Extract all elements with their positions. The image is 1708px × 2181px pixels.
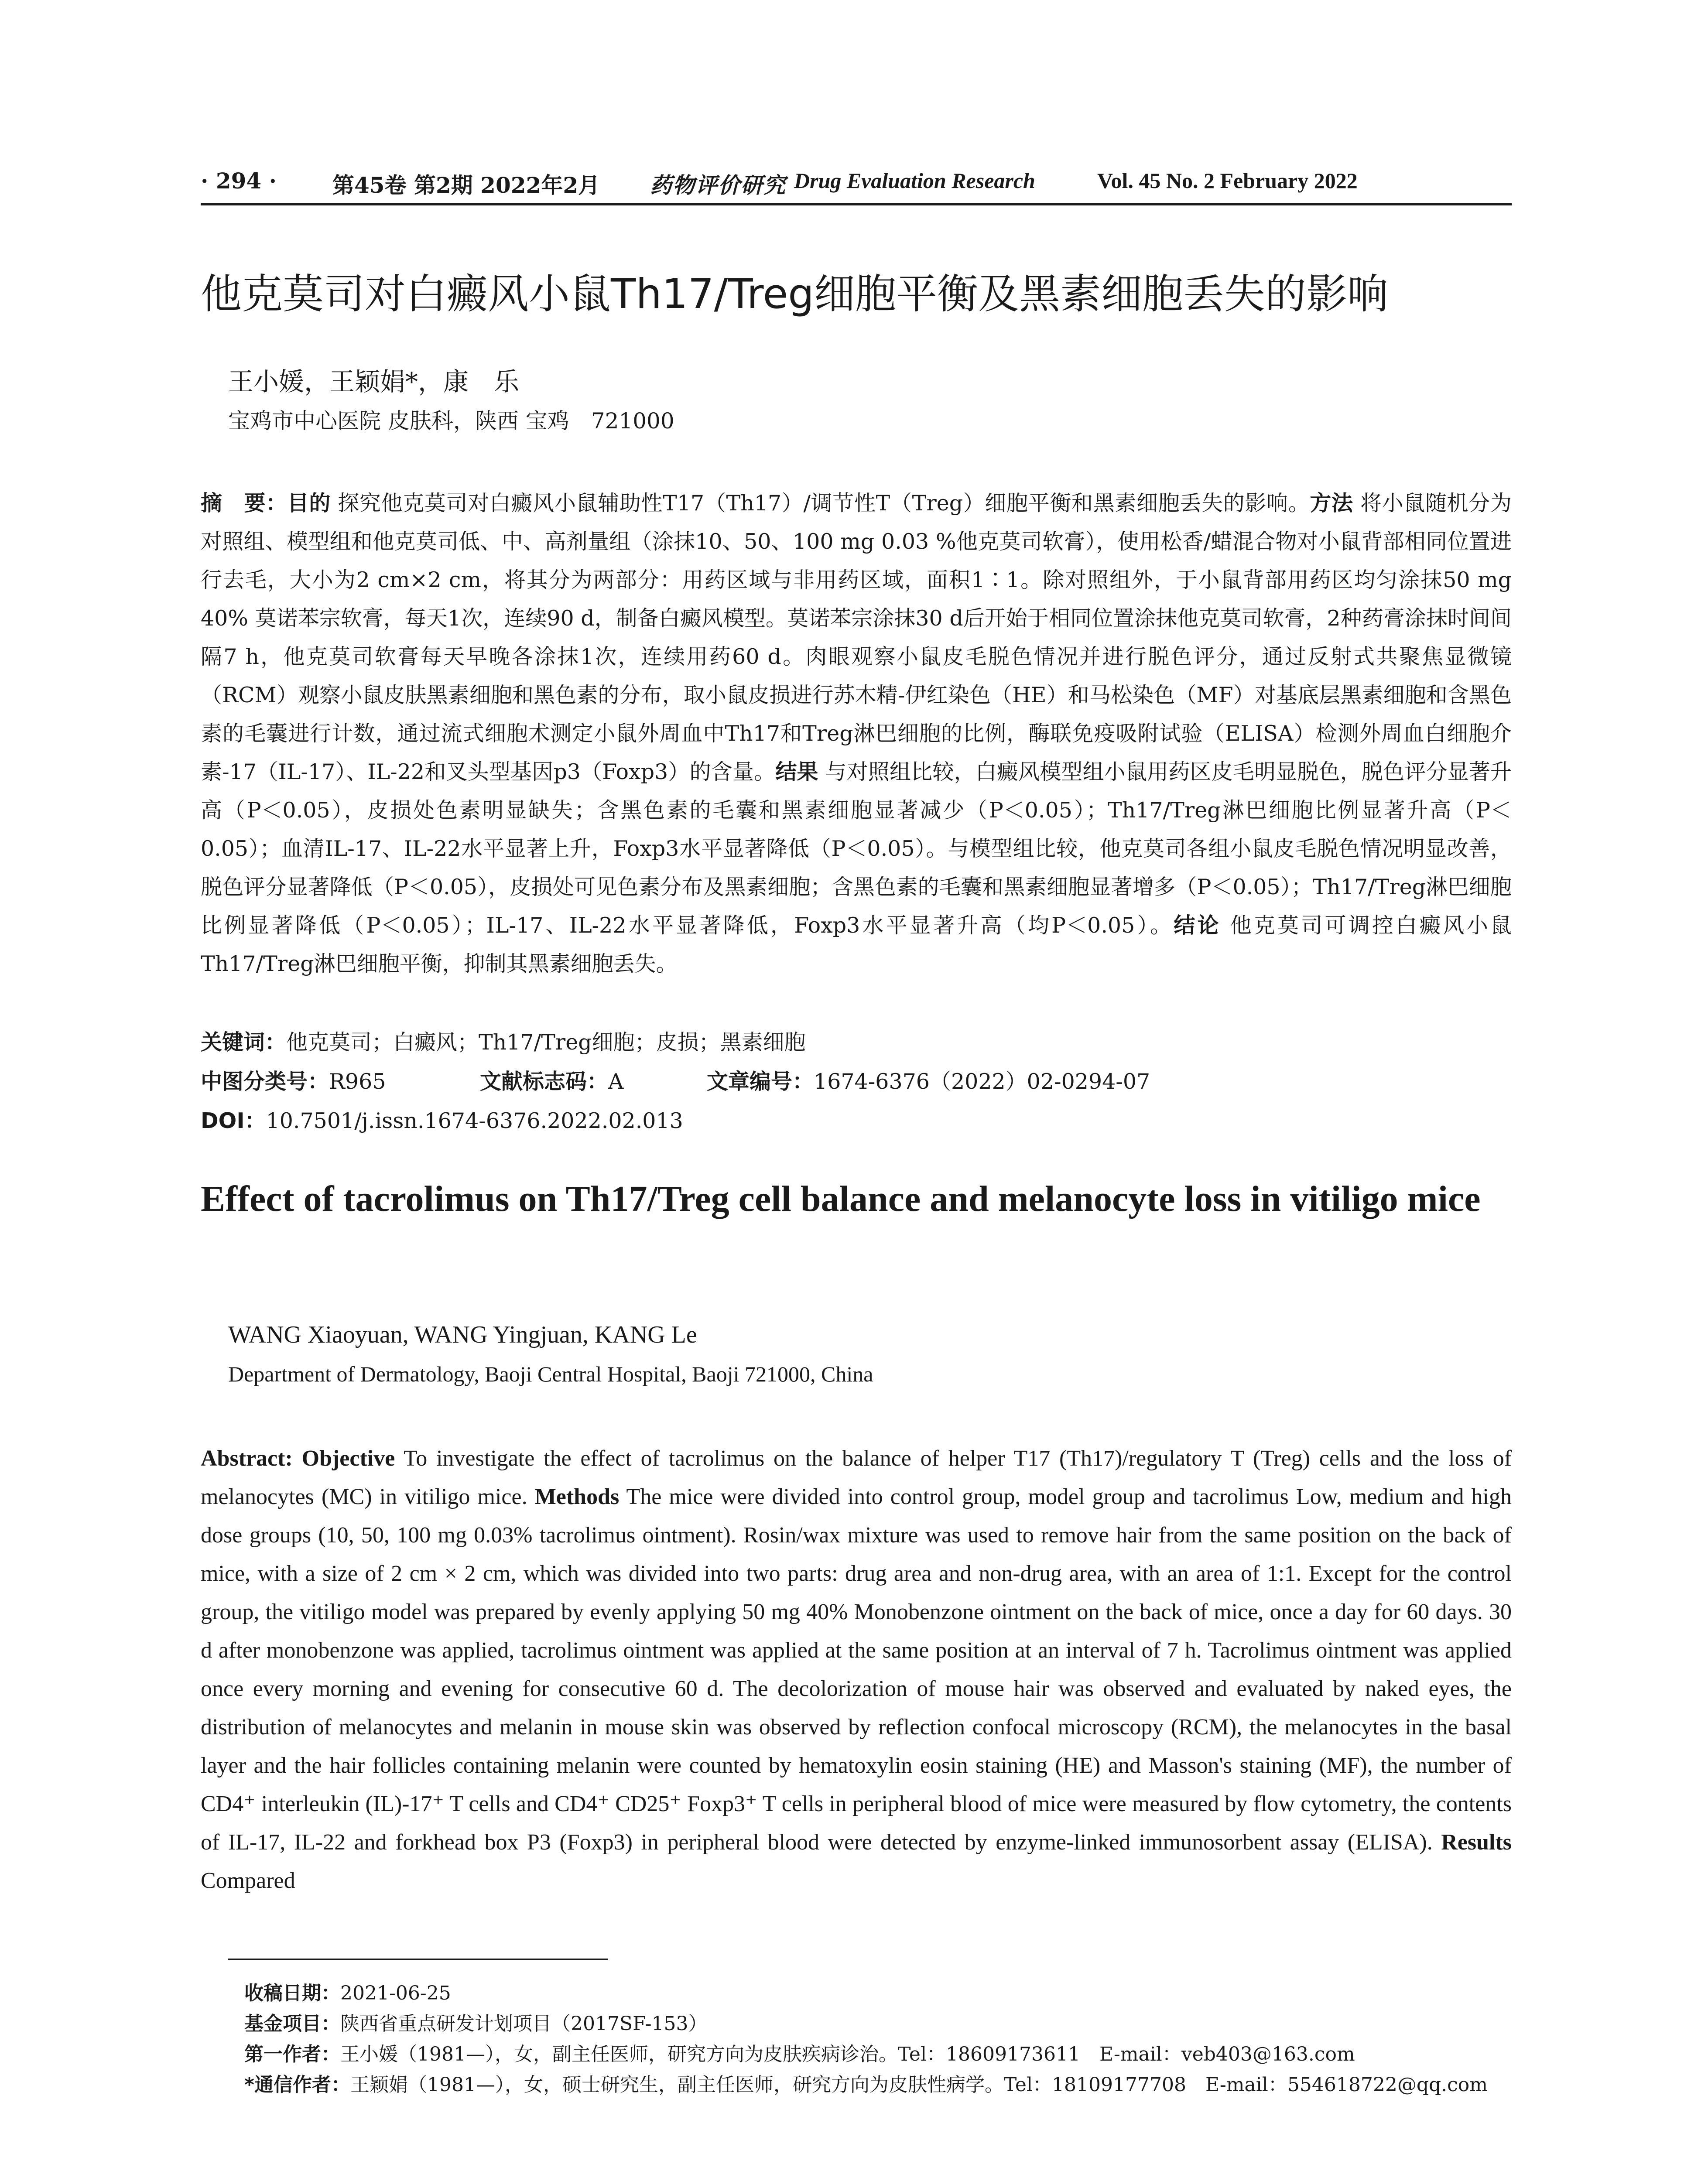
objective-cn-label: 目的 [287,491,331,516]
page-number: · 294 · [201,168,277,194]
abstract-cn-label: 摘 要： [201,491,288,516]
footnote-received [244,1978,1512,2009]
footnote-label: 收稿日期： [244,1982,340,2004]
authors-cn: 王小媛，王颖娟*，康 乐 [228,367,520,397]
affiliation-cn: 宝鸡市中心医院 皮肤科，陕西 宝鸡 721000 [228,408,674,434]
article-id-label: 文章编号： [707,1069,814,1094]
abstract-cn [201,484,1512,983]
keywords-label: 关键词： [201,1030,287,1055]
objective-en-text: To investigate the effect of tacrolimus on the balance of helper T17 (Th17)/regulatory T (Treg) cells and the loss of melanocytes (MC) in vitiligo mice. [201,1446,1512,1509]
footnote-text: 陕西省重点研发计划项目（2017SF-153） [340,2013,708,2035]
methods-cn-label: 方法 [1310,491,1353,516]
doi-label: DOI： [201,1108,266,1133]
journal-volume-en: Vol. 45 No. 2 February 2022 [1097,168,1358,193]
conclusion-cn-text: 他克莫司可调控白癜风小鼠Th17/Treg淋巴细胞平衡，抑制其黑素细胞丢失。 [201,913,1512,976]
doc-code-label: 文献标志码： [480,1069,609,1094]
footnotes [244,1978,1512,2100]
classification-line [201,1067,1512,1097]
abstract-en-label: Abstract: [201,1446,293,1471]
authors-en: WANG Xiaoyuan, WANG Yingjuan, KANG Le [228,1321,697,1348]
doc-code-value: A [608,1069,624,1094]
affiliation-en: Department of Dermatology, Baoji Central Hospital, Baoji 721000, China [228,1362,873,1386]
methods-en-text: The mice were divided into control group, model group and tacrolimus Low, medium and high dose groups (10, 50, 100 mg 0.03% tacrolimus ointment). Rosin/wax mixture was used to remove hair from the same position on the back of mice, with a size of 2 cm × 2 cm, which was divided into two parts: drug area and non-drug area, with an area of 1:1. Except for the control group, the vitiligo model was prepared by evenly applying 50 mg 40% Monobenzone ointment on the back of mice, once a day for 60 days. 30 d after monobenzone was applied, tacrolimus ointment was applied at the same position at an interval of 7 h. Tacrolimus ointment was applied once every morning and evening for consecutive 60 d. The decolorization of mouse hair was observed and evaluated by naked eyes, the distribution of melanocytes and melanin in mouse skin was observed by reflection confocal microscopy (RCM), the melanocytes in the basal layer and the hair follicles containing melanin were counted by hematoxylin eosin staining (HE) and Masson's staining (MF), the number of CD4⁺ interleukin (IL)-17⁺ T cells and CD4⁺ CD25⁺ Foxp3⁺ T cells in peripheral blood of mice were measured by flow cytometry, the contents of IL-17, IL-22 and forkhead box P3 (Foxp3) in peripheral blood were detected by enzyme-linked immunosorbent assay (ELISA). [201,1484,1512,1855]
results-cn-text: 与对照组比较，白癜风模型组小鼠用药区皮毛明显脱色，脱色评分显著升高（P＜0.05），皮损处色素明显缺失；含黑色素的毛囊和黑素细胞显著减少（P＜0.05）；Th17/Treg淋巴细胞比例显著升高（P＜0.05）；血清IL-17、IL-22水平显著上升，Foxp3水平显著降低（P＜0.05）。与模型组比较，他克莫司各组小鼠皮毛脱色情况明显改善，脱色评分显著降低（P＜0.05），皮损处可见色素分布及黑素细胞；含黑色素的毛囊和黑素细胞显著增多（P＜0.05）；Th17/Treg淋巴细胞比例显著降低（P＜0.05）；IL-17、IL-22水平显著降低，Foxp3水平显著升高（均P＜0.05）。 [201,759,1512,938]
abstract-en [201,1439,1512,1900]
footnote-first-author [244,2039,1512,2070]
results-en-text: Compared [201,1868,295,1893]
footnote-text: 王小媛（1981—），女，副主任医师，研究方向为皮肤疾病诊治。Tel：18609173611 E-mail：veb403@163.com [340,2043,1355,2065]
results-cn-label: 结果 [775,759,818,784]
article-title-cn: 他克莫司对白癜风小鼠Th17/Treg细胞平衡及黑素细胞丢失的影响 [201,270,1388,318]
keywords-text: 他克莫司；白癜风；Th17/Treg细胞；皮损；黑素细胞 [286,1030,806,1055]
footnote-label: 第一作者： [244,2043,340,2065]
results-en-label: Results [1441,1830,1512,1855]
article-id-value: 1674-6376（2022）02-0294-07 [814,1069,1150,1094]
methods-cn-text: 将小鼠随机分为对照组、模型组和他克莫司低、中、高剂量组（涂抹10、50、100 mg 0.03 %他克莫司软膏），使用松香/蜡混合物对小鼠背部相同位置进行去毛，大小为2 cm×2 cm，将其分为两部分：用药区域与非用药区域，面积1∶1。除对照组外，于小鼠背部用药区均匀涂抹50 mg 40% 莫诺苯宗软膏，每天1次，连续90 d，制备白癜风模型。莫诺苯宗涂抹30 d后开始于相同位置涂抹他克莫司软膏，2种药膏涂抹时间间隔7 h，他克莫司软膏每天早晚各涂抹1次，连续用药60 d。肉眼观察小鼠皮毛脱色情况并进行脱色评分，通过反射式共聚焦显微镜（RCM）观察小鼠皮肤黑素细胞和黑色素的分布，取小鼠皮损进行苏木精-伊红染色（HE）和马松染色（MF）对基底层黑素细胞和含黑色素的毛囊进行计数，通过流式细胞术测定小鼠外周血中Th17和Treg淋巴细胞的比例，酶联免疫吸附试验（ELISA）检测外周血白细胞介素-17（IL-17）、IL-22和叉头型基因p3（Foxp3）的含量。 [201,491,1512,784]
footnote-label: 基金项目： [244,2013,340,2035]
footnote-label: *通信作者： [244,2074,351,2096]
clc-value: R965 [329,1069,386,1094]
conclusion-cn-label: 结论 [1174,913,1221,938]
header-divider [201,203,1512,205]
journal-issue-cn: 第45卷 第2期 2022年2月 [332,172,600,198]
journal-name-en: Drug Evaluation Research [794,168,1035,193]
footnote-corresponding-author [244,2070,1512,2100]
clc-label: 中图分类号： [201,1069,329,1094]
keywords-line [201,1027,806,1058]
methods-en-label: Methods [534,1484,620,1509]
objective-cn-text: 探究他克莫司对白癜风小鼠辅助性T17（Th17）/调节性T（Treg）细胞平衡和黑素细胞丢失的影响。 [338,491,1310,516]
footnote-funding [244,2009,1512,2039]
footnote-text: 2021-06-25 [340,1982,451,2004]
footnote-text: 王颖娟（1981—），女，硕士研究生，副主任医师，研究方向为皮肤性病学。Tel：18109177708 E-mail：554618722@qq.com [350,2074,1488,2096]
footnote-divider [228,1959,608,1960]
objective-en-label: Objective [301,1446,395,1471]
article-title-en: Effect of tacrolimus on Th17/Treg cell balance and melanocyte loss in vitiligo mice [201,1179,1481,1219]
doi-line [201,1106,683,1136]
running-header [201,168,1512,203]
journal-logo: 药物评价研究 [650,173,786,198]
doi-value: 10.7501/j.issn.1674-6376.2022.02.013 [266,1108,683,1133]
